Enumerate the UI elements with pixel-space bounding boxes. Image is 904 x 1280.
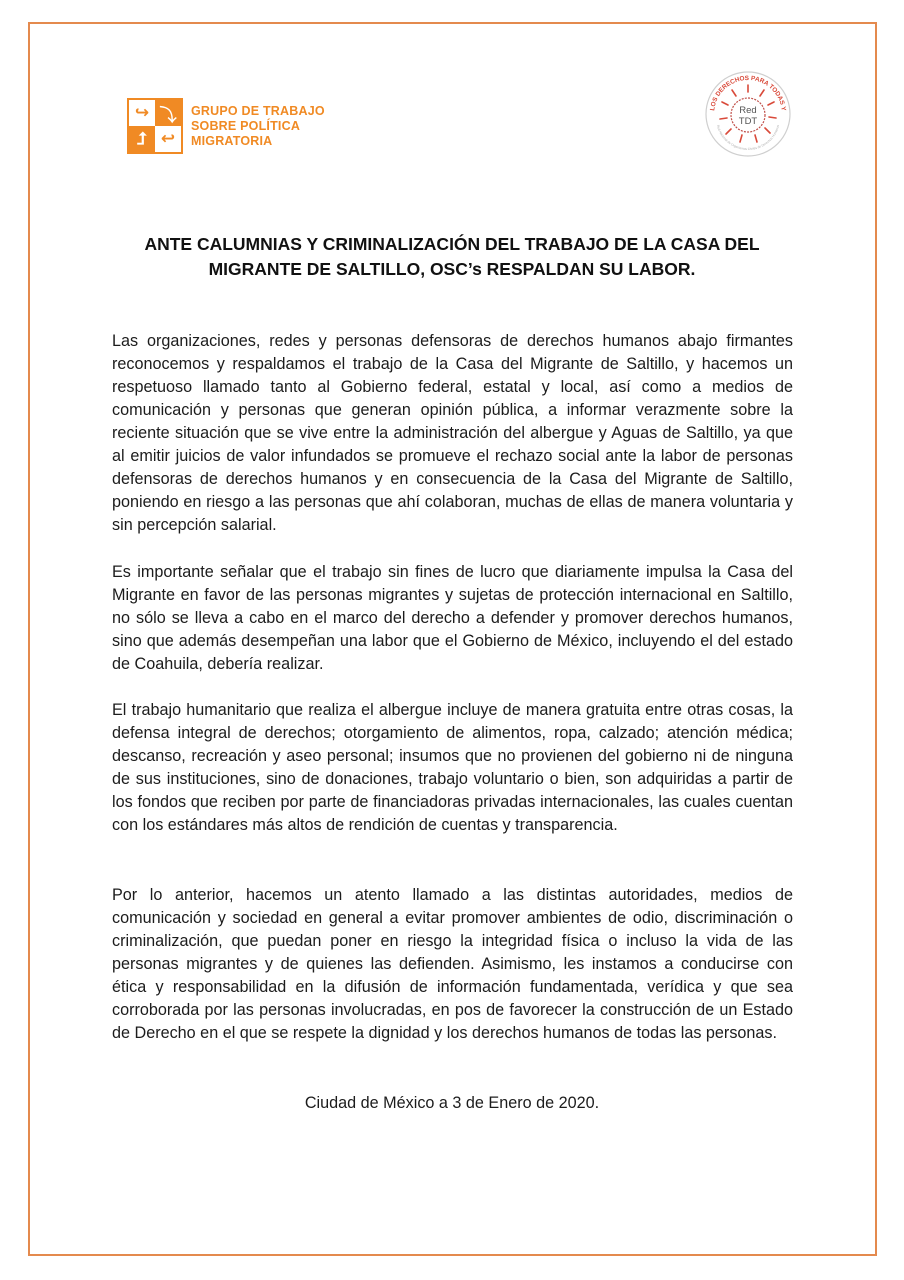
paragraph-text: Las organizaciones, redes y personas defensoras de derechos humanos abajo firmantes reconocemos y respaldamos el trabajo de la Casa del Migrante de Saltillo, y hacemos un respetuoso llamado tanto al Gobierno federal, estatal y local, así como a medios de comunicación y personas que generan opinión pública, a informar verazmente sobre la reciente situación que se vive entre la administración del albergue y Aguas de Saltillo, ya que al emitir juicios de valor infundados se promueve el rechazo social ante la labor de personas defensoras de derechos humanos y en consecuencia de la Casa del Migrante de Saltillo, poniendo en riesgo a las personas que ahí colaboran, muchas de ellas de manera voluntaria y sin percepción salarial. (112, 332, 793, 534)
logo-red-tdt (704, 70, 792, 158)
paragraph-text: Es importante señalar que el trabajo sin fines de lucro que diariamente impulsa la Casa del Migrante en favor de las personas migrantes y sujetas de protección internacional en Saltillo, no sólo se lleva a cabo en el marco del derecho a defender y promover derechos humanos, sino que además desempeñan una labor que el Gobierno de México, incluyendo el del estado de Coahuila, debería realizar. (112, 563, 793, 673)
arrow-left-curve-icon: ↩ (155, 126, 181, 152)
paragraph-3 (112, 699, 793, 837)
red-tdt-seal (704, 70, 792, 158)
logo-text (191, 104, 325, 149)
arrow-right-curve-icon: ↪ (129, 100, 155, 126)
logo-grupo-trabajo-politica-migratoria (127, 98, 325, 154)
paragraph-1 (112, 330, 793, 537)
title-line-2: MIGRANTE DE SALTILLO, OSC’s RESPALDAN SU LABOR. (208, 259, 696, 279)
ring-text-top: LOS DERECHOS PARA TODAS Y (709, 74, 787, 112)
title-line-1: ANTE CALUMNIAS Y CRIMINALIZACIÓN DEL TRABAJO DE LA CASA DEL (144, 234, 760, 254)
paragraph-4 (112, 884, 793, 1045)
logo-line-1: GRUPO DE TRABAJO (191, 103, 325, 118)
paragraph-2 (112, 561, 793, 676)
paragraph-text: El trabajo humanitario que realiza el albergue incluye de manera gratuita entre otras cosas, la defensa integral de derechos; otorgamiento de alimentos, ropa, calzado; atención médica; descanso, recreación y aseo personal; insumos que no provienen del gobierno ni de ninguna de sus instituciones, sino de donaciones, trabajo voluntario o bien, son adquiridas a partir de los fondos que reciben por parte de financiadoras privadas internacionales, las cuales cuentan con los estándares más altos de rendición de cuentas y transparencia. (112, 701, 793, 834)
logo-line-3: MIGRATORIA (191, 133, 273, 148)
logo-arrows-mark (127, 98, 183, 154)
arrow-up-curve-icon: ⮥ (129, 126, 155, 152)
document-title (100, 232, 804, 282)
red-label: Red (739, 105, 757, 116)
arrow-down-curve-icon: ⤵ (155, 100, 181, 126)
ring-text-bottom: Red Nacional de Organismos Civiles de Derechos Humanos (715, 124, 781, 152)
date-line: Ciudad de México a 3 de Enero de 2020. (304, 1094, 600, 1112)
logo-line-2: SOBRE POLÍTICA (191, 118, 301, 133)
paragraph-text: Por lo anterior, hacemos un atento llamado a las distintas autoridades, medios de comunicación y sociedad en general a evitar promover ambientes de odio, discriminación o criminalización, que puedan poner en riesgo la integridad física o incluso la vida de las personas migrantes y de quienes las defienden. Asimismo, les instamos a conducirse con ética y responsabilidad en la difusión de información fundamentada, verídica y que sea corroborada por las personas involucradas, en pos de favorecer la construcción de un Estado de Derecho en el que se respete la dignidad y los derechos humanos de todas las personas. (112, 886, 793, 1042)
tdt-label: TDT (738, 116, 758, 127)
